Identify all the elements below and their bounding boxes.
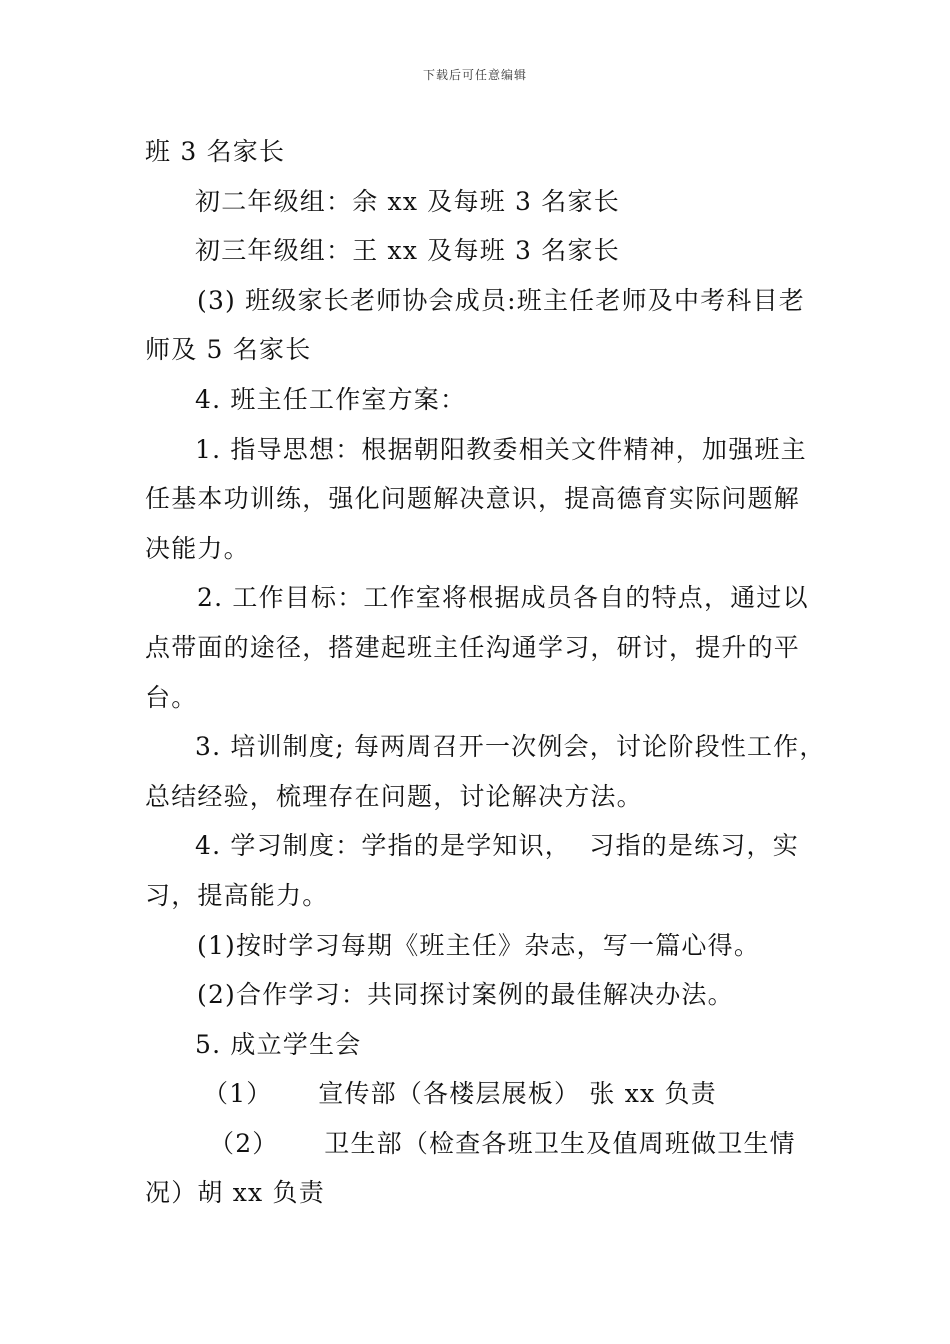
text-line: 任基本功训练，强化问题解决意识，提高德育实际问题解 [145, 484, 801, 514]
text-line: 总结经验，梳理存在问题，讨论解决方法。 [145, 781, 643, 811]
page-header: 下载后可任意编辑 [422, 68, 527, 82]
text-line: 台。 [145, 682, 198, 712]
text-line: 师及 5 名家长 [145, 335, 312, 365]
text-line: 初二年级组：余 xx 及每班 3 名家长 [195, 186, 620, 216]
text-line: 3. 培训制度; 每两周召开一次例会，讨论阶段性工作， [195, 732, 826, 762]
text-line: 初三年级组：王 xx 及每班 3 名家长 [195, 236, 620, 266]
text-line: (2)合作学习：共同探讨案例的最佳解决办法。 [197, 980, 734, 1010]
text-line: （2） 卫生部（检查各班卫生及值周班做卫生情 [209, 1128, 796, 1158]
text-line: 2. 工作目标：工作室将根据成员各自的特点，通过以 [197, 583, 809, 613]
text-line: 4. 学习制度：学指的是学知识， 习指的是练习，实 [195, 831, 799, 861]
text-line: 班 3 名家长 [145, 137, 286, 166]
text-line: 点带面的途径，搭建起班主任沟通学习，研讨，提升的平 [145, 632, 801, 662]
document-body [145, 127, 826, 1218]
text-line: (1)按时学习每期《班主任》杂志，写一篇心得。 [197, 930, 761, 960]
text-line: 况）胡 xx 负责 [145, 1178, 325, 1208]
text-line: 决能力。 [145, 533, 250, 563]
text-line: 4. 班主任工作室方案： [195, 384, 467, 414]
text-line: 习，提高能力。 [145, 880, 329, 910]
text-line: (3) 班级家长老师协会成员:班主任老师及中考科目老 [197, 285, 805, 315]
text-line: 5. 成立学生会 [195, 1029, 362, 1059]
text-line: （1） 宣传部（各楼层展板） 张 xx 负责 [203, 1079, 717, 1109]
text-line: 1. 指导思想：根据朝阳教委相关文件精神，加强班主 [195, 434, 807, 464]
